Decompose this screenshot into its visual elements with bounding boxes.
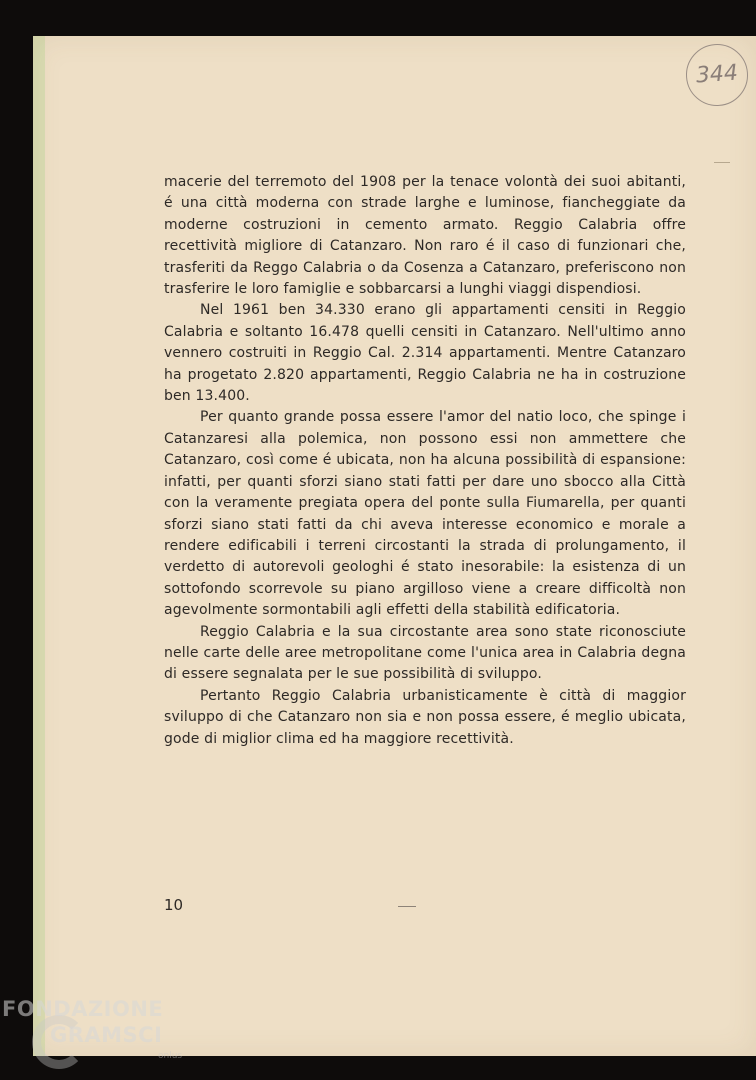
watermark [2,995,192,1075]
body-text [164,172,686,750]
paragraph-1: macerie del terremoto del 1908 per la tenace volontà dei suoi abitanti, é una città moderna con strade larghe e luminose, fiancheggiate da moderne costruzioni in cemento armato. Reggio Calabria offre recettività migliore di Catanzaro. Non raro é il caso di funzionari che, trasferiti da Reggo Calabria o da Cosenza a Catanzaro, preferiscono non trasferire le loro famiglie e sobbarcarsi a lunghi viaggi dispendiosi. [164,174,686,298]
paragraph-2: Nel 1961 ben 34.330 erano gli appartamenti censiti in Reggio Calabria e soltanto 16.478 quelli censiti in Catanzaro. Nell'ultimo anno vennero costruiti in Reggio Cal. 2.314 appartamenti. Mentre Catanzaro ha progetato 2.820 appartamenti, Reggio Calabria ne ha in costruzione ben 13.400. [164,302,686,405]
margin-mark [714,162,730,163]
archive-stamp: 344 [684,42,750,108]
paragraph-5: Pertanto Reggio Calabria urbanisticamente è città di maggior sviluppo di che Catanzaro non sia e non possa essere, é meglio ubicata, gode di miglior clima ed ha maggiore recettività. [164,687,686,747]
footer-dash [398,906,416,907]
watermark-line2: GRAMSCI [50,1023,163,1047]
paragraph-3: Per quanto grande possa essere l'amor del natio loco, che spinge i Catanzaresi alla polemica, non possono essi non ammettere che Catanzaro, così come é ubicata, non ha alcuna possibilità di espansione: infatti, per quanti sforzi siano stati fatti per dare uno sbocco alla Città con la veramente pregiata opera del ponte sulla Fiumarella, per quanti sforzi siano stati fatti da chi aveva interesse economico e morale a rendere edificabili i terreni circostanti la strada di prolungamento, il verdetto di autorevoli geologhi é stato inesorabile: la esistenza di un sottofondo scorrevole su piano argilloso viene a creare difficoltà non agevolmente sormontabili agli effetti della stabilità edificatoria. [164,409,686,619]
watermark-line3: onlus [158,1051,183,1061]
watermark-line1: FONDAZIONE [2,997,164,1021]
paragraph-4: Reggio Calabria e la sua circostante area sono state riconosciute nelle carte delle aree metropolitane come l'unica area in Calabria degna di essere segnalata per le sue possibilità di sviluppo. [164,623,686,683]
page-number: 10 [164,896,184,914]
